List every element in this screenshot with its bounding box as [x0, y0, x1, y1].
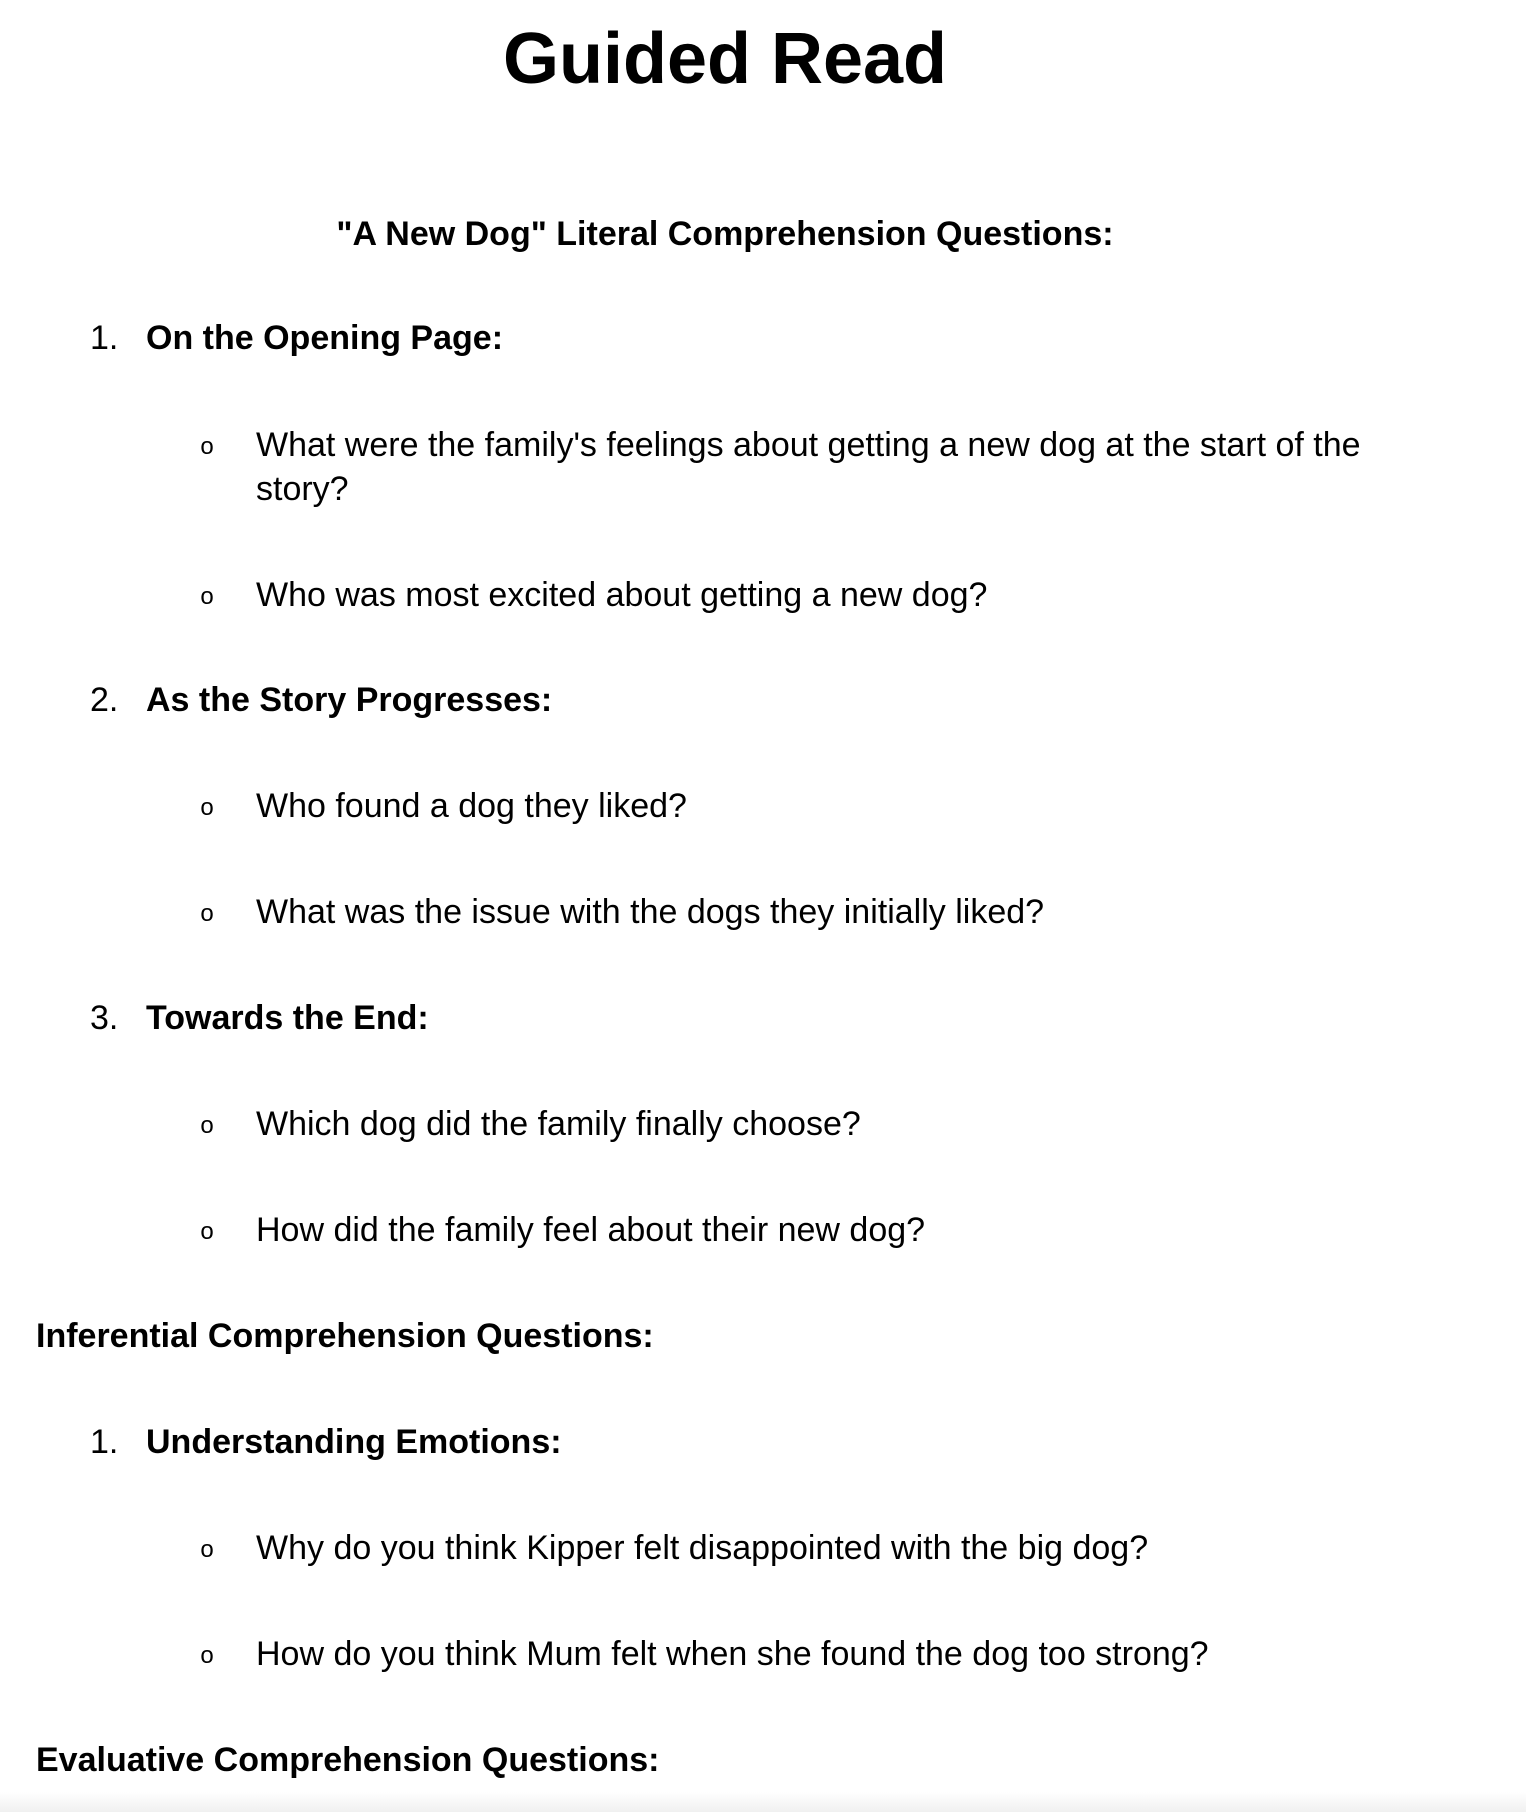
list-item-label: Towards the End:: [146, 999, 429, 1037]
evaluative-questions-heading: Evaluative Comprehension Questions:: [36, 1741, 660, 1779]
question-text: Why do you think Kipper felt disappointed with the big dog?: [256, 1529, 1149, 1567]
literal-item-2: [90, 678, 552, 722]
question-text: How do you think Mum felt when she found the dog too strong?: [256, 1635, 1209, 1673]
list-item: [196, 1526, 1426, 1570]
list-item: [196, 890, 1426, 934]
list-item-label: Understanding Emotions:: [146, 1423, 562, 1461]
page-title: Guided Read: [502, 19, 948, 99]
hollow-bullet-icon: o: [200, 900, 214, 927]
hollow-bullet-icon: o: [200, 1536, 214, 1563]
list-item-label: On the Opening Page:: [146, 319, 504, 357]
hollow-bullet-icon: o: [200, 1112, 214, 1139]
question-text: Who found a dog they liked?: [256, 787, 687, 825]
hollow-bullet-icon: o: [200, 1218, 214, 1245]
hollow-bullet-icon: o: [200, 583, 214, 610]
list-number: 1.: [90, 319, 119, 357]
list-number: 3.: [90, 999, 119, 1037]
list-item: [196, 573, 1426, 617]
hollow-bullet-icon: o: [200, 1642, 214, 1669]
question-text: What was the issue with the dogs they initially liked?: [256, 893, 1045, 931]
list-item-label: As the Story Progresses:: [146, 681, 553, 719]
list-item: [196, 1632, 1426, 1676]
page-edge-shadow: [0, 1792, 1526, 1812]
list-number: 2.: [90, 681, 119, 719]
list-item: [196, 1102, 1426, 1146]
literal-questions-heading: "A New Dog" Literal Comprehension Questions:: [336, 215, 1114, 253]
literal-item-3: [90, 996, 429, 1040]
hollow-bullet-icon: o: [200, 433, 214, 460]
question-text: How did the family feel about their new dog?: [256, 1211, 926, 1249]
question-text: Who was most excited about getting a new dog?: [256, 576, 988, 614]
list-item: [196, 784, 1426, 828]
list-item: [196, 423, 1426, 511]
question-text: What were the family's feelings about getting a new dog at the start of the story?: [256, 426, 1361, 508]
question-text: Which dog did the family finally choose?: [256, 1105, 861, 1143]
inferential-questions-heading: Inferential Comprehension Questions:: [36, 1317, 654, 1355]
list-item: [196, 1208, 1426, 1252]
list-number: 1.: [90, 1423, 119, 1461]
inferential-item-1: [90, 1420, 562, 1464]
hollow-bullet-icon: o: [200, 794, 214, 821]
literal-item-1: [90, 316, 503, 360]
